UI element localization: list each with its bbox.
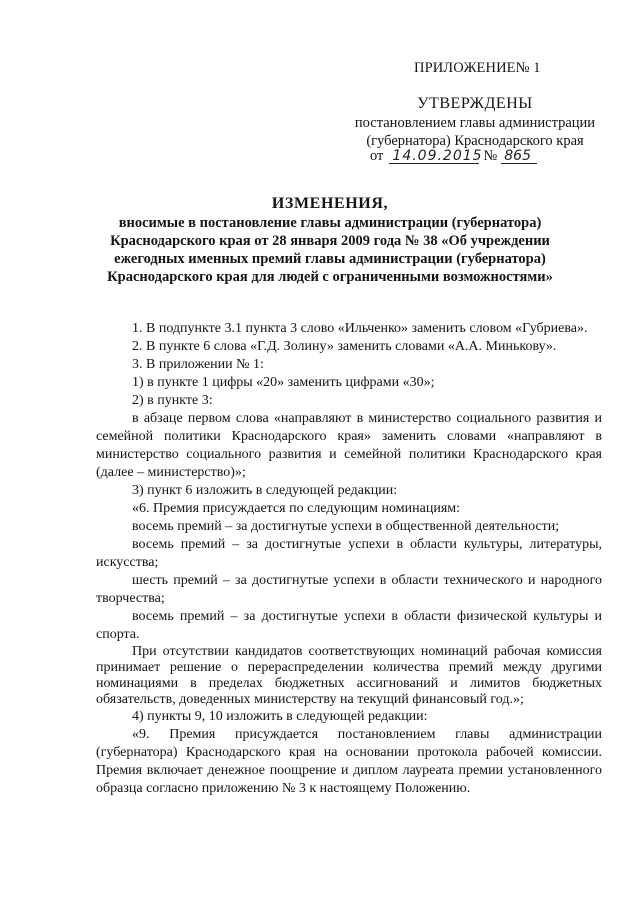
paragraph-9: восемь премий – за достигнутые успехи в общественной деятельности; [132,519,560,534]
date-number-line [370,148,537,165]
paragraph-13: При отсутствии кандидатов соответствующих номинаций рабочая комиссия принимает решение о перераспределении количества премий между другими номинациями в пределах бюджетных ассигнований и лимитов бюджетных обязательств, доведенных министерству на текущий финансовый год.»; [96,644,602,707]
approval-block [340,95,610,150]
heading-line-4: Краснодарского края для людей с ограниченными возможностями» [107,269,553,285]
paragraph-15: «9. Премия присуждается постановлением главы администрации (губернатора) Краснодарского края на основании протокола рабочей комиссии. Премия включает денежное поощрение и диплом лауреата премии установленного образца согласно приложению № 3 к настоящему Положению. [96,727,602,796]
appendix-label: ПРИЛОЖЕНИЕ№ 1 [414,60,541,76]
approved-title: УТВЕРЖДЕНЫ [417,95,533,112]
paragraph-2: 2. В пункте 6 слова «Г.Д. Золину» заменить словами «А.А. Минькову». [132,339,557,354]
heading-title: ИЗМЕНЕНИЯ, [271,195,389,212]
handwritten-date: 14.09.2015 [389,149,479,164]
paragraph-1: 1. В подпункте 3.1 пункта 3 слово «Ильченко» заменить словом «Губриева». [132,321,588,336]
paragraph-7: 3) пункт 6 изложить в следующей редакции: [132,483,398,498]
heading-line-3: ежегодных именных премий главы администрации (губернатора) [114,251,546,267]
paragraph-11: шесть премий – за достигнутые успехи в области технического и народного творчества; [96,573,602,606]
paragraph-4: 1) в пункте 1 цифры «20» заменить цифрами «30»; [132,375,435,390]
heading-line-1: вносимые в постановление главы администрации (губернатора) [118,215,542,231]
date-prefix: от [370,148,384,164]
document-body [96,320,602,798]
document-heading [90,195,570,286]
heading-line-2: Краснодарского края от 28 января 2009 года № 38 «Об учреждении [110,233,550,249]
handwritten-number: 865 [501,149,537,164]
paragraph-6: в абзаце первом слова «направляют в министерство социального развития и семейной политики Краснодарского края» заменить словами «направляют в министерство социального развития и семейной политики Краснодарского края (далее – министерство)»; [96,411,602,480]
paragraph-10: восемь премий – за достигнутые успехи в области культуры, литературы, искусства; [96,537,602,570]
paragraph-8: «6. Премия присуждается по следующим номинациям: [132,501,461,516]
paragraph-3: 3. В приложении № 1: [132,357,264,372]
approved-line-2: (губернатора) Краснодарского края [366,133,584,149]
paragraph-5: 2) в пункте 3: [132,393,213,408]
paragraph-14: 4) пункты 9, 10 изложить в следующей редакции: [132,709,428,724]
number-prefix: № [483,148,498,164]
approved-line-1: постановлением главы администрации [354,115,596,131]
paragraph-12: восемь премий – за достигнутые успехи в области физической культуры и спорта. [96,609,602,642]
